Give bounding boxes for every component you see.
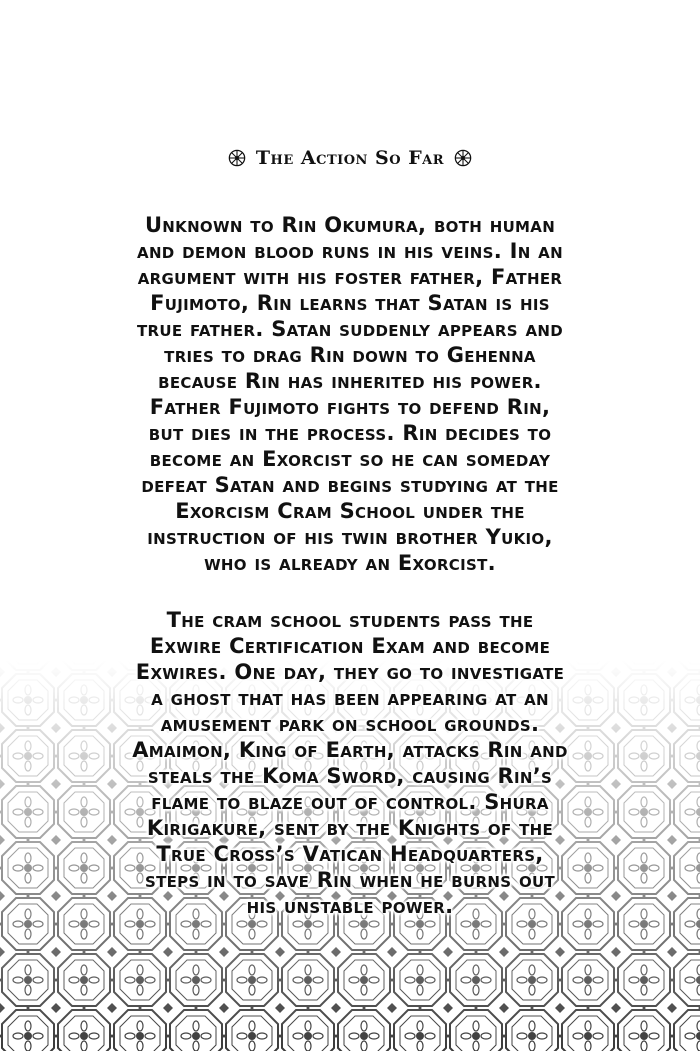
paragraph-line: Unknown to Rin Okumura, both human — [144, 213, 556, 237]
paragraph-line: and demon blood runs in his veins. In an — [137, 239, 563, 263]
paragraph-line: but dies in the process. Rin decides to — [148, 421, 552, 445]
rosette-icon — [228, 149, 246, 167]
paragraph-line: True Cross’s Vatican Headquarters, — [156, 842, 544, 866]
paragraph-line: true father. Satan suddenly appears and — [137, 317, 563, 341]
section-heading — [0, 143, 700, 173]
paragraph-line: The cram school students pass the — [166, 608, 534, 632]
paragraph-line: amusement park on school grounds. — [160, 712, 540, 736]
paragraph-line: his unstable power. — [246, 894, 454, 918]
paragraph-line: argument with his foster father, Father — [137, 265, 563, 289]
rosette-icon — [454, 149, 472, 167]
paragraph-line: steals the Koma Sword, causing Rin’s — [147, 764, 553, 788]
paragraph-line: who is already an Exorcist. — [204, 551, 496, 575]
heading-title: The Action So Far — [255, 147, 445, 169]
paragraph-line: because Rin has inherited his power. — [158, 369, 542, 393]
summary-paragraph-1 — [60, 212, 640, 576]
paragraph-line: Kirigakure, sent by the Knights of the — [146, 816, 554, 840]
paragraph-line: Exwire Certification Exam and become — [149, 634, 551, 658]
paragraph-line: instruction of his twin brother Yukio, — [147, 525, 553, 549]
summary-paragraph-2 — [60, 607, 640, 919]
paragraph-line: tries to drag Rin down to Gehenna — [164, 343, 536, 367]
paragraph-line: Exwires. One day, they go to investigate — [135, 660, 565, 684]
paragraph-line: Fujimoto, Rin learns that Satan is his — [150, 291, 550, 315]
paragraph-line: Amaimon, King of Earth, attacks Rin and — [132, 738, 568, 762]
paragraph-line: become an Exorcist so he can someday — [149, 447, 551, 471]
paragraph-line: Father Fujimoto fights to defend Rin, — [149, 395, 551, 419]
paragraph-line: a ghost that has been appearing at an — [151, 686, 549, 710]
paragraph-line: flame to blaze out of control. Shura — [151, 790, 549, 814]
paragraph-line: Exorcism Cram School under the — [175, 499, 525, 523]
paragraph-line: defeat Satan and begins studying at the — [141, 473, 559, 497]
paragraph-line: steps in to save Rin when he burns out — [144, 868, 556, 892]
